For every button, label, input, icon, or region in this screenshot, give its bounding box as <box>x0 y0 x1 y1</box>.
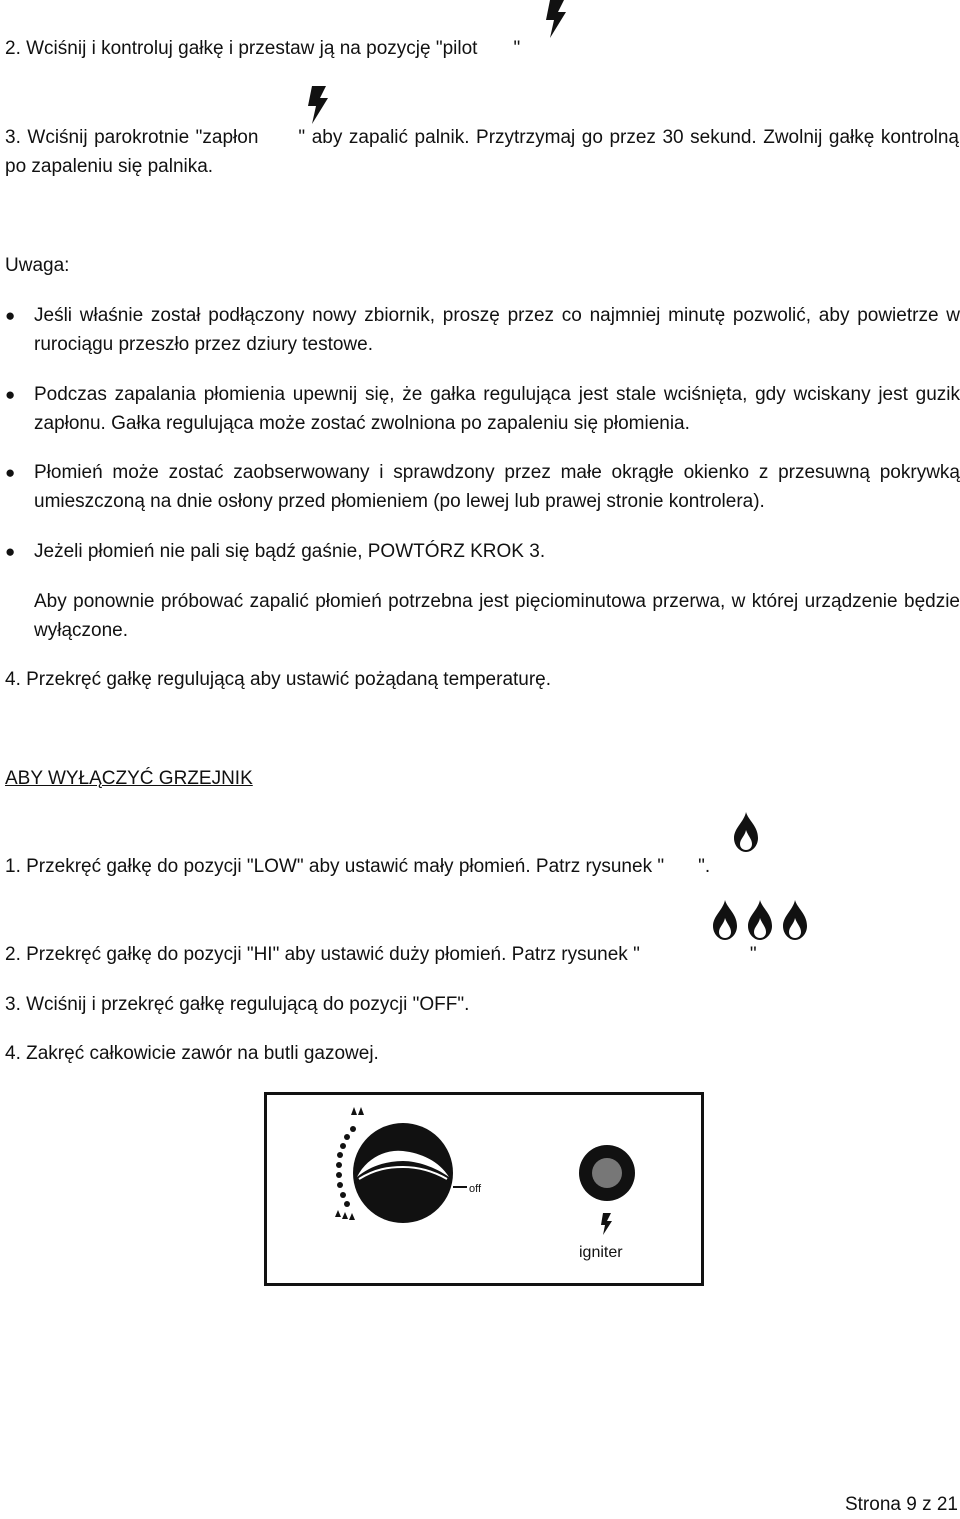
off-step-1-line <box>5 852 710 881</box>
lightning-icon <box>306 86 330 124</box>
off-step-4-text: 4. Zakręć całkowicie zawór na butli gazowej. <box>5 1043 379 1064</box>
knob-off-label: off <box>469 1183 482 1195</box>
step-2-text: 2. Wciśnij i kontroluj gałkę i przestaw ją na pozycję "pilot <box>5 38 478 59</box>
step-3-paragraph <box>5 123 959 181</box>
note-bullet-3: Płomień może zostać zaobserwowany i sprawdzony przez małe okrągłe okienko z przesuwną pokrywką umieszczoną na dnie osłony przed płomieniem (po lewej lub prawej stronie kontrolera). <box>34 462 960 512</box>
knob-scale-dots <box>336 1126 356 1207</box>
note-extra: Aby ponownie próbować zapalić płomień potrzebna jest pięciominutowa przerwa, w której urządzenie będzie wyłączone. <box>34 591 960 641</box>
flame-icon <box>712 900 738 940</box>
control-panel-diagram <box>264 1092 704 1286</box>
off-heading: ABY WYŁĄCZYĆ GRZEJNIK <box>5 768 253 789</box>
bullet-dot: ● <box>5 542 16 561</box>
off-step-1-text-end: ". <box>698 856 711 877</box>
step-3-text: 3. Wciśnij parokrotnie "zapłon <box>5 127 259 148</box>
control-knob <box>353 1123 453 1223</box>
bullet-dot: ● <box>5 463 16 482</box>
step-4-text: 4. Przekręć gałkę regulującą aby ustawić pożądaną temperaturę. <box>5 669 552 690</box>
flame-icon <box>747 900 773 940</box>
off-step-2-text: 2. Przekręć gałkę do pozycji "HI" aby ustawić duży płomień. Patrz rysunek " <box>5 944 640 965</box>
step-2-line <box>5 34 520 63</box>
bullet-dot: ● <box>5 306 16 325</box>
off-step-3-text: 3. Wciśnij i przekręć gałkę regulującą do pozycji "OFF". <box>5 994 470 1015</box>
igniter-label: igniter <box>579 1244 623 1261</box>
igniter-button <box>579 1145 635 1201</box>
flame-icon <box>782 900 808 940</box>
lightning-icon <box>544 0 568 38</box>
note-title: Uwaga: <box>5 255 70 276</box>
bullet-dot: ● <box>5 385 16 404</box>
step-3-text-end: " aby zapalić palnik. Przytrzymaj go przez 30 sekund. Zwolnij gałkę kontrolną po zapaleniu się palnika. <box>5 127 959 177</box>
flame-icon <box>733 812 759 852</box>
igniter-lightning-icon <box>601 1213 612 1235</box>
off-step-2-text-end: " <box>749 944 757 965</box>
page-number: Strona 9 z 21 <box>844 1494 958 1515</box>
note-bullet-1: Jeśli właśnie został podłączony nowy zbiornik, proszę przez co najmniej minutę pozwolić, aby powietrze w rurociągu przeszło przez dziury testowe. <box>34 305 960 355</box>
step-2-text-end: " <box>513 38 521 59</box>
note-bullet-2: Podczas zapalania płomienia upewnij się, że gałka regulująca jest stale wciśnięta, gdy wciskany jest guzik zapłonu. Gałka regulująca może zostać zwolniona po zapaleniu się płomienia. <box>34 384 960 434</box>
note-bullet-4: Jeżeli płomień nie pali się bądź gaśnie, POWTÓRZ KROK 3. <box>34 541 546 562</box>
off-step-1-text: 1. Przekręć gałkę do pozycji "LOW" aby ustawić mały płomień. Patrz rysunek " <box>5 856 665 877</box>
off-step-2-line <box>5 940 757 969</box>
